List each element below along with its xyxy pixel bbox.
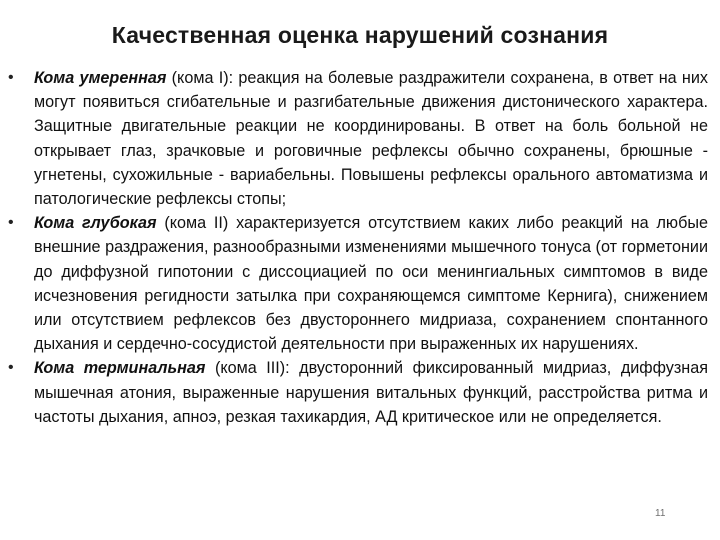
description-coma-moderate: (кома I): реакция на болевые раздражители сохранена, в ответ на них могут появиться сгибательные и разгибательные движения дистонического характера. Защитные двигательные реакции не координированы. В ответ на боль больной не открывает глаз, зрачковые и роговичные рефлексы обычно сохранены, брюшные - угнетены, сухожильные - вариабельны. Повышены рефлексы орального автоматизма и патологические рефлексы стопы; (34, 69, 708, 209)
term-coma-terminal: Кома терминальная (34, 359, 206, 378)
slide-title: Качественная оценка нарушений сознания (111, 22, 609, 48)
bullet-icon: • (8, 69, 14, 86)
term-coma-moderate: Кома умеренная (34, 69, 167, 87)
list-item-text (34, 356, 708, 429)
description-coma-terminal: (кома III): двусторонний фиксированный мидриаз, диффузная мышечная атония, выраженные нарушения витальных функций, расстройства ритма и частоты дыхания, апноэ, резкая тахикардия, АД критическое или не определяется. (34, 359, 708, 426)
coma-levels-list (8, 66, 708, 429)
description-coma-deep: (кома II) характеризуется отсутствием каких либо реакций на любые внешние раздражения, разнообразными изменениями мышечного тонуса (от горметонии до диффузной гипотонии с диссоциацией по оси менингиальных симптомов в виде исчезновения регидности затылка при сохраняющемся симптоме Кернига), снижением или отсутствием рефлексов без двустороннего мидриаза, сохранением спонтанного дыхания и сердечно-сосудистой деятельности при выраженных их нарушениях. (34, 214, 708, 354)
list-item-coma-moderate (8, 66, 708, 211)
list-item-text (34, 66, 708, 211)
list-item-coma-terminal (8, 356, 708, 429)
list-item-coma-deep (8, 211, 708, 356)
bullet-icon: • (8, 359, 14, 377)
list-item-text (34, 211, 708, 356)
page-number: 11 (655, 508, 666, 519)
term-coma-deep: Кома глубокая (34, 214, 157, 233)
bullet-icon: • (8, 214, 14, 232)
